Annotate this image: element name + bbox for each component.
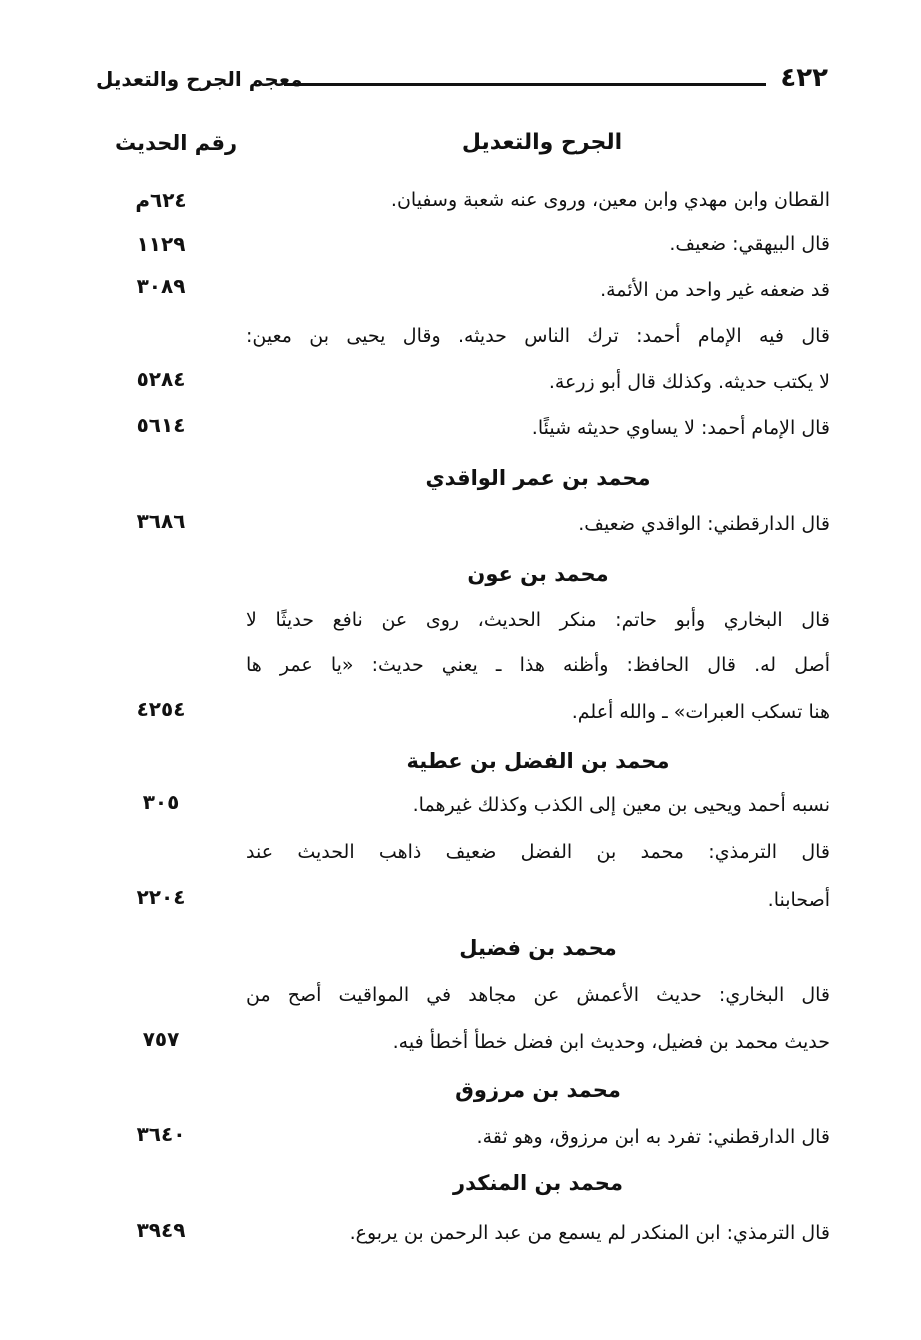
text-line: قال الترمذي: محمد بن الفضل ضعيف ذاهب الحديث عند [246, 841, 830, 863]
text-line: لا يكتب حديثه. وكذلك قال أبو زرعة. [548, 371, 830, 393]
section-heading: محمد بن عمر الواقدي [425, 466, 651, 490]
text-line: قال الإمام أحمد: لا يساوي حديثه شيئًا. [531, 417, 830, 439]
hadith-number: ٦٢٤م [135, 188, 187, 212]
hadith-number: ٣٠٨٩ [136, 274, 186, 298]
text-line: أصحابنا. [767, 889, 830, 911]
text-line: قال البيهقي: ضعيف. [669, 233, 830, 255]
book-title: معجم الجرح والتعديل [96, 67, 303, 91]
section-heading: محمد بن المنكدر [453, 1171, 623, 1195]
hadith-number: ٧٥٧ [142, 1027, 180, 1051]
section-heading: محمد بن فضيل [459, 936, 617, 960]
hadith-number: ٥٢٨٤ [136, 367, 186, 391]
text-line: نسبه أحمد ويحيى بن معين إلى الكذب وكذلك غيرهما. [412, 794, 830, 816]
column-heading-main: الجرح والتعديل [461, 130, 623, 155]
header-rule [284, 83, 766, 86]
text-line: القطان وابن مهدي وابن معين، وروى عنه شعبة وسفيان. [390, 189, 830, 211]
running-header [96, 62, 828, 102]
text-line: قال فيه الإمام أحمد: ترك الناس حديثه. وقال يحيى بن معين: [246, 325, 830, 347]
text-line: قال الترمذي: ابن المنكدر لم يسمع من عبد الرحمن بن يربوع. [349, 1222, 830, 1244]
text-line: قال الدارقطني: الواقدي ضعيف. [578, 513, 830, 535]
hadith-number: ٣٠٥ [142, 790, 180, 814]
text-line: قال البخاري وأبو حاتم: منكر الحديث، روى عن نافع حديثًا لا [246, 609, 830, 631]
hadith-number: ٥٦١٤ [136, 413, 186, 437]
text-line: حديث محمد بن فضيل، وحديث ابن فضل خطأ أخطأ فيه. [392, 1031, 830, 1053]
hadith-number: ١١٢٩ [136, 232, 186, 256]
text-line: قال الدارقطني: تفرد به ابن مرزوق، وهو ثقة. [476, 1126, 830, 1148]
hadith-number: ٣٦٤٠ [136, 1122, 186, 1146]
text-line: قال البخاري: حديث الأعمش عن مجاهد في المواقيت أصح من [246, 984, 830, 1006]
column-heading-number: رقم الحديث [114, 131, 238, 155]
section-heading: محمد بن الفضل بن عطية [406, 749, 670, 773]
page-number: ٤٢٢ [780, 63, 828, 93]
hadith-number: ٤٢٥٤ [136, 697, 186, 721]
text-line: أصل له. قال الحافظ: وأظنه هذا ـ يعني حديث: «يا عمر ها [246, 654, 830, 676]
text-line: قد ضعفه غير واحد من الأئمة. [600, 279, 830, 301]
hadith-number: ٢٢٠٤ [136, 885, 186, 909]
section-heading: محمد بن مرزوق [455, 1078, 621, 1102]
hadith-number: ٣٩٤٩ [136, 1218, 186, 1242]
section-heading: محمد بن عون [467, 562, 609, 586]
hadith-number: ٣٦٨٦ [136, 509, 186, 533]
text-line: هنا تسكب العبرات» ـ والله أعلم. [571, 701, 830, 723]
